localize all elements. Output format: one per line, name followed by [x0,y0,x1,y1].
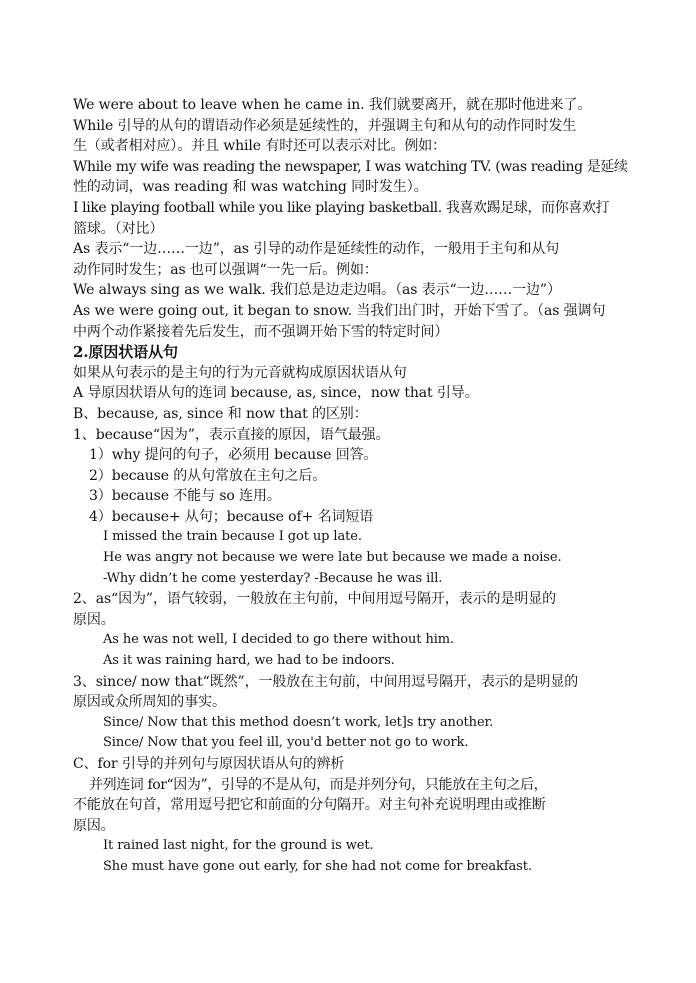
text-line: It rained last night, for the ground is wet. [103,838,374,854]
text-line: 1、because“因为”，表示直接的原因，语气最强。 [73,426,390,443]
text-line: While 引导的从句的谓语动作必须是延续性的，并强调主句和从句的动作同时发生 [73,117,577,134]
text-line: As it was raining hard, we had to be indoors. [103,653,395,669]
text-line: 1）why 提问的句子，必须用 because 回答。 [89,447,378,464]
text-line: We were about to leave when he came in. 我们就要离开，就在那时他进来了。 [73,97,592,113]
text-line: 篮球。（对比） [73,220,164,237]
text-line: As we were going out, it began to snow. 当我们出门时，开始下雪了。（as 强调句 [73,302,606,319]
section-heading: 2.原因状语从句 [73,343,178,362]
text-line: I missed the train because I got up late. [103,529,362,545]
text-line: She must have gone out early, for she had not come for breakfast. [103,858,532,874]
text-line: 3、since/ now that“既然”，一般放在主句前，中间用逗号隔开，表示的是明显的 [73,673,579,690]
text-line: Since/ Now that you feel ill, you'd better not go to work. [103,735,469,751]
text-line: 2）because 的从句常放在主句之后。 [89,467,327,484]
text-line: 原因。 [73,611,115,628]
text-line: B、because, as, since 和 now that 的区别： [73,405,368,422]
text-line: 生（或者相对应）。并且 while 有时还可以表示对比。例如： [73,138,447,155]
text-line: C、for 引导的并列句与原因状语从句的辨析 [73,756,345,772]
text-line: 原因或众所周知的事实。 [73,694,226,711]
text-line: 不能放在句首，常用逗号把它和前面的分句隔开。对主句补充说明理由或推断 [73,797,546,814]
text-line: A 导原因状语从句的连词 because, as, since，now that 引导。 [73,385,479,402]
text-line: While my wife was reading the newspaper, I was watching TV. (was reading 是延续 [73,158,628,175]
text-line: 中两个动作紧接着先后发生，而不强调开始下雪的特定时间） [73,323,449,340]
text-line: We always sing as we walk. 我们总是边走边唱。（as 表示“一边……一边”） [73,282,561,299]
text-line: 并列连词 for“因为”，引导的不是从句，而是并列分句，只能放在主句之后， [89,776,548,793]
text-line: 4）because+ 从句；because of+ 名词短语 [89,508,374,525]
text-line: I like playing football while you like playing basketball. 我喜欢踢足球，而你喜欢打 [73,199,610,216]
text-line: 2、as“因为”，语气较弱，一般放在主句前，中间用逗号隔开，表示的是明显的 [73,591,557,608]
text-line: 如果从句表示的是主句的行为元音就构成原因状语从句 [73,364,407,381]
document-body [73,95,629,878]
text-line: 动作同时发生；as 也可以强调“一先一后。例如： [73,261,378,278]
text-line: Since/ Now that this method doesn’t work, let]s try another. [103,714,494,730]
text-line: As he was not well, I decided to go there without him. [103,632,455,648]
text-line: He was angry not because we were late but because we made a noise. [103,550,562,566]
text-line: 3）because 不能与 so 连用。 [89,488,281,505]
text-line: -Why didn’t he come yesterday? -Because he was ill. [103,570,443,586]
text-line: As 表示“一边……一边”，as 引导的动作是延续性的动作，一般用于主句和从句 [73,241,560,258]
text-line: 性的动词，was reading 和 was watching 同时发生）。 [73,179,428,196]
text-line: 原因。 [73,817,115,834]
